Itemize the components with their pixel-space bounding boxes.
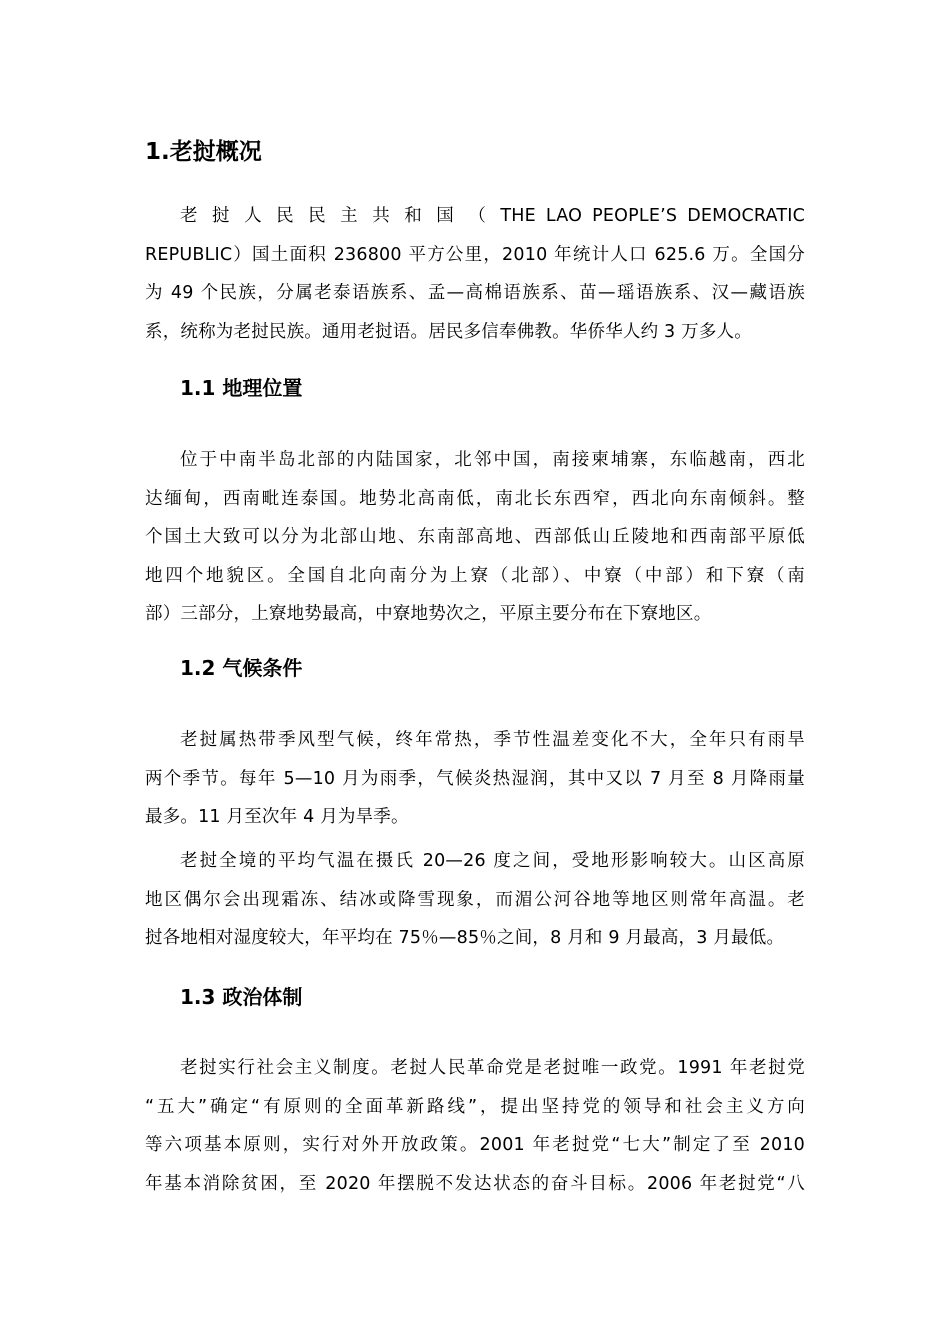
paragraph-line: 挝各地相对湿度较大，年平均在 75％—85％之间，8 月和 9 月最高，3 月最低。 (145, 928, 785, 948)
paragraph-line: 最多。11 月至次年 4 月为旱季。 (145, 807, 409, 827)
section-heading-climate: 1.2 气候条件 (180, 656, 303, 680)
paragraph-line: 为 49 个民族，分属老泰语族系、孟—高棉语族系、苗—瑶语族系、汉—藏语族 (145, 283, 805, 303)
paragraph-line: 老挝属热带季风型气候，终年常热，季节性温差变化不大，全年只有雨旱 (180, 730, 805, 750)
paragraph-line: 个国土大致可以分为北部山地、东南部高地、西部低山丘陵地和西南部平原低 (145, 527, 805, 547)
climate-paragraph-1 (145, 721, 805, 837)
climate-paragraph-2 (145, 842, 805, 958)
paragraph-line: 地区偶尔会出现霜冻、结冰或降雪现象，而湄公河谷地等地区则常年高温。老 (145, 889, 805, 910)
paragraph-line: 老挝全境的平均气温在摄氏 20—26 度之间，受地形影响较大。山区高原 (180, 851, 805, 871)
paragraph-line: 等六项基本原则，实行对外开放政策。2001 年老挝党“七大”制定了至 2010 (145, 1135, 805, 1155)
paragraph-line: 达缅甸，西南毗连泰国。地势北高南低，南北长东西窄，西北向东南倾斜。整 (145, 488, 805, 509)
politics-paragraph (145, 1049, 805, 1203)
geography-paragraph (145, 441, 805, 634)
paragraph-line: 系，统称为老挝民族。通用老挝语。居民多信奉佛教。华侨华人约 3 万多人。 (145, 321, 752, 342)
paragraph-line: 老挝实行社会主义制度。老挝人民革命党是老挝唯一政党。1991 年老挝党 (180, 1058, 805, 1078)
paragraph-line: REPUBLIC）国土面积 236800 平方公里，2010 年统计人口 625.6 万。全国分 (145, 244, 805, 265)
paragraph-line: 老 挝 人 民 民 主 共 和 国 （ THE LAO PEOPLE’S DEMOCRATIC (180, 206, 805, 226)
paragraph-line: “五大”确定“有原则的全面革新路线”，提出坚持党的领导和社会主义方向 (145, 1096, 805, 1117)
paragraph-line: 位于中南半岛北部的内陆国家，北邻中国，南接柬埔寨，东临越南，西北 (180, 450, 805, 470)
document-title: 1.老挝概况 (145, 139, 262, 165)
section-heading-geography: 1.1 地理位置 (180, 376, 303, 400)
paragraph-line: 年基本消除贫困，至 2020 年摆脱不发达状态的奋斗目标。2006 年老挝党“八 (145, 1173, 805, 1194)
paragraph-line: 两个季节。每年 5—10 月为雨季，气候炎热湿润，其中又以 7 月至 8 月降雨量 (145, 768, 805, 789)
section-heading-politics: 1.3 政治体制 (180, 985, 303, 1009)
paragraph-line: 地四个地貌区。全国自北向南分为上寮（北部）、中寮（中部）和下寮（南 (145, 565, 805, 586)
paragraph-line: 部）三部分，上寮地势最高，中寮地势次之，平原主要分布在下寮地区。 (145, 604, 712, 624)
intro-paragraph (145, 197, 805, 351)
